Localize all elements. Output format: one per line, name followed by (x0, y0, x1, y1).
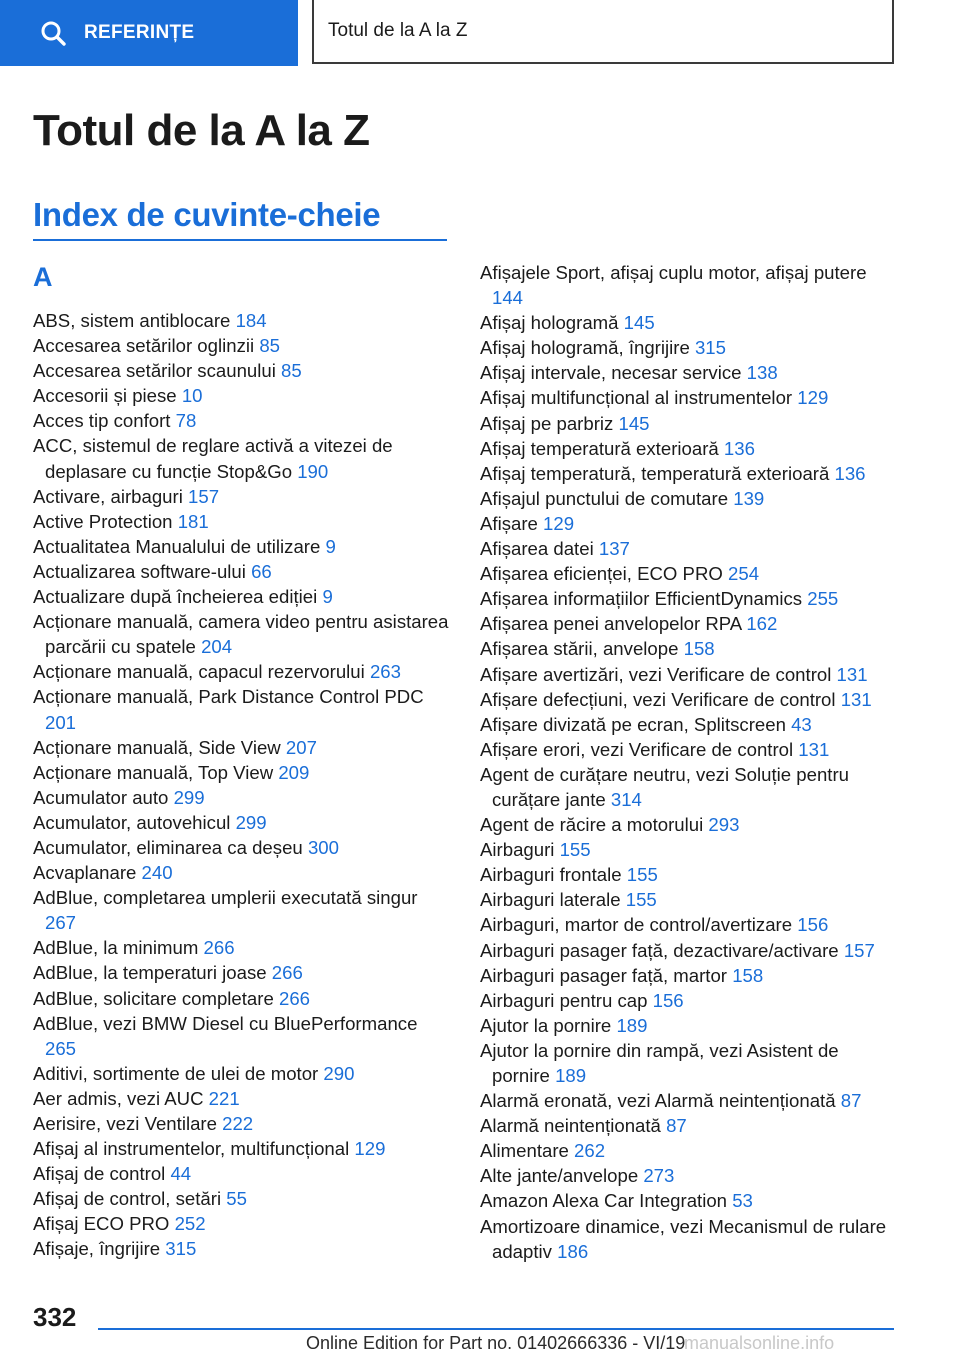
index-entry-page-link[interactable]: 263 (369, 661, 401, 683)
index-entry[interactable] (480, 636, 896, 661)
index-entry[interactable] (33, 785, 449, 810)
index-entry[interactable] (480, 887, 896, 912)
index-entry-page-link[interactable]: 252 (174, 1213, 206, 1235)
index-entry-page-link[interactable]: 267 (45, 912, 77, 934)
index-entry-page-link[interactable]: 53 (732, 1190, 753, 1212)
index-entry-page-link[interactable]: 314 (610, 788, 642, 810)
index-entry-text: Afișaj temperatură exterioară (480, 437, 719, 459)
index-entry-text: Acumulator auto (33, 786, 169, 808)
index-entry-page-link[interactable]: 255 (807, 588, 839, 610)
index-entry-text: Afișaj temperatură, temperatură exterioară (480, 462, 830, 484)
index-entry-page-link[interactable]: 129 (797, 387, 829, 409)
index-entry-text: Afișaj pe parbriz (480, 412, 614, 434)
index-entry-page-link[interactable]: 240 (141, 862, 173, 884)
index-entry[interactable] (480, 988, 896, 1013)
index-entry-text: Acumulator, eliminarea ca deșeu (33, 836, 303, 858)
index-entry[interactable] (33, 408, 449, 433)
index-entry-text: Alte jante/anvelope (480, 1165, 639, 1187)
index-entry-text: Afișare defecțiuni, vezi Verificare de control (480, 688, 836, 710)
index-entry-text: Activare, airbaguri (33, 485, 183, 507)
index-entry-text: Airbaguri frontale (480, 864, 622, 886)
index-entry-text: Aerisire, vezi Ventilare (33, 1113, 217, 1134)
index-entry-page-link[interactable]: 129 (543, 512, 575, 534)
index-entry-text: Afișaj multifuncțional al instrumentelor (480, 387, 793, 409)
index-list-right (480, 260, 896, 1264)
index-entry[interactable] (480, 737, 896, 762)
index-entry[interactable] (33, 1111, 449, 1136)
index-entry-text: Accesorii și piese (33, 385, 177, 407)
index-entry[interactable] (480, 1138, 896, 1163)
index-entry-page-link[interactable]: 273 (643, 1165, 675, 1187)
index-entry-page-link[interactable]: 315 (165, 1238, 197, 1260)
index-entry[interactable] (33, 509, 449, 534)
index-entry-text: AdBlue, la minimum (33, 937, 199, 959)
index-entry-page-link[interactable]: 131 (836, 663, 868, 685)
index-entry-page-link[interactable]: 137 (598, 538, 630, 560)
index-entry-page-link[interactable]: 44 (170, 1163, 192, 1185)
index-entry[interactable] (33, 1086, 449, 1111)
index-entry-page-link[interactable]: 189 (555, 1065, 587, 1086)
index-entry-text: Acumulator, autovehicul (33, 811, 231, 833)
index-entry-text: Airbaguri (480, 839, 555, 861)
index-entry-page-link[interactable]: 136 (834, 462, 866, 484)
index-entry-page-link[interactable]: 85 (259, 335, 281, 357)
index-entry[interactable] (480, 1038, 896, 1088)
tab-references-label: REFERINȚE (84, 22, 195, 43)
index-entry[interactable] (480, 310, 896, 335)
index-entry-text: Afișajele Sport, afișaj cuplu motor, afișaj putere (480, 262, 867, 283)
index-entry-page-link[interactable]: 181 (177, 510, 209, 532)
index-entry-page-link[interactable]: 87 (666, 1115, 687, 1137)
index-entry-page-link[interactable]: 156 (797, 914, 829, 936)
index-entry-page-link[interactable]: 209 (278, 761, 310, 783)
index-entry-text: Active Protection (33, 510, 173, 532)
index-entry-page-link[interactable]: 9 (322, 586, 333, 608)
index-entry-page-link[interactable]: 315 (694, 337, 726, 359)
index-entry-page-link[interactable]: 138 (746, 362, 778, 384)
index-entry-page-link[interactable]: 184 (235, 310, 267, 331)
index-entry-text: Afișarea informațiilor EfficientDynamics (480, 588, 803, 610)
index-entry-text: Ajutor la pornire din rampă, vezi Asistent de pornire (480, 1039, 839, 1086)
index-entry-page-link[interactable]: 266 (278, 987, 311, 1009)
index-entry-text: Afișaj intervale, necesar service (480, 362, 742, 384)
index-entry-text: Afișaj al instrumentelor, multifuncțional (33, 1138, 350, 1160)
index-entry-page-link[interactable]: 300 (307, 836, 339, 858)
section-subtitle: Index de cuvinte-cheie (33, 196, 381, 233)
index-entry[interactable] (480, 586, 896, 611)
index-entry-text: Afișaj hologramă (480, 312, 619, 334)
index-entry[interactable] (33, 609, 449, 659)
index-entry-page-link[interactable]: 266 (271, 962, 303, 984)
index-entry[interactable] (33, 835, 449, 860)
index-entry-page-link[interactable]: 222 (222, 1113, 254, 1134)
index-entry[interactable] (33, 810, 449, 835)
index-entry[interactable] (33, 760, 449, 785)
index-entry-text: Aditivi, sortimente de ulei de motor (33, 1062, 319, 1084)
index-entry-text: Acționare manuală, Top View (33, 761, 274, 783)
index-entry-page-link[interactable]: 78 (175, 410, 197, 432)
index-entry-text: Afișajul punctului de comutare (480, 487, 729, 509)
footer-edition-text: Online Edition for Part no. 01402666336 - VI/19 (306, 1333, 686, 1353)
index-entry-text: Ajutor la pornire (480, 1014, 612, 1036)
footer-divider (98, 1328, 894, 1330)
index-entry-page-link[interactable]: 131 (798, 738, 830, 760)
watermark: manualsonline.info (684, 1333, 835, 1353)
index-entry-page-link[interactable]: 262 (574, 1140, 606, 1162)
index-letter-heading: A (33, 262, 53, 292)
index-entry-page-link[interactable]: 201 (45, 711, 77, 733)
index-entry[interactable] (33, 684, 449, 734)
index-entry[interactable] (33, 1011, 449, 1061)
index-entry[interactable] (480, 912, 896, 937)
index-entry-text: Alarmă eronată, vezi Alarmă neintenționată (480, 1090, 836, 1112)
index-entry[interactable] (480, 812, 896, 837)
index-entry-text: Accesarea setărilor oglinzii (33, 335, 255, 357)
index-entry-text: Afișaj de control (33, 1163, 166, 1185)
index-entry-text: Afișarea eficienței, ECO PRO (480, 563, 723, 585)
index-entry[interactable] (480, 385, 896, 410)
index-entry[interactable] (33, 383, 449, 408)
index-entry-text: Actualizare după încheierea ediției (33, 586, 318, 608)
index-entry[interactable] (480, 260, 896, 310)
index-entry-text: Amazon Alexa Car Integration (480, 1190, 728, 1212)
index-entry[interactable] (33, 735, 449, 760)
index-column-left (33, 258, 449, 1262)
index-entry-page-link[interactable]: 221 (208, 1087, 240, 1109)
index-column-right (480, 260, 896, 1264)
index-entry-page-link[interactable]: 207 (285, 736, 317, 758)
index-entry-page-link[interactable]: 129 (354, 1138, 386, 1160)
index-entry-page-link[interactable]: 85 (281, 360, 302, 382)
index-entry[interactable] (33, 333, 449, 358)
index-entry-page-link[interactable]: 43 (791, 713, 812, 735)
index-entry[interactable] (33, 1161, 449, 1186)
index-entry-page-link[interactable]: 156 (652, 989, 684, 1011)
index-entry[interactable] (480, 862, 896, 887)
index-entry-text: Acvaplanare (33, 862, 137, 884)
index-entry-text: Airbaguri pasager față, martor (480, 964, 728, 986)
index-entry-page-link[interactable]: 204 (201, 636, 233, 658)
index-entry[interactable] (33, 659, 449, 684)
index-entry-page-link[interactable]: 158 (683, 638, 715, 660)
index-entry-page-link[interactable]: 145 (618, 412, 650, 434)
index-entry-page-link[interactable]: 190 (297, 460, 329, 482)
index-entry-text: Afișarea stării, anvelope (480, 638, 679, 660)
index-entry[interactable] (480, 938, 896, 963)
index-entry-text: Alimentare (480, 1140, 569, 1162)
index-entry[interactable] (480, 1088, 896, 1113)
index-entry-text: Alarmă neintenționată (480, 1115, 661, 1137)
index-entry-page-link[interactable]: 9 (325, 535, 336, 557)
index-entry-page-link[interactable]: 139 (733, 487, 765, 509)
index-entry-page-link[interactable]: 10 (181, 385, 203, 407)
index-entry-page-link[interactable]: 158 (732, 964, 764, 986)
index-entry-text: Acționare manuală, Side View (33, 736, 281, 758)
index-entry[interactable] (480, 837, 896, 862)
index-entry[interactable] (33, 358, 449, 383)
index-entry[interactable] (33, 986, 449, 1011)
index-entry-text: Afișarea penei anvelopelor RPA (480, 613, 742, 635)
index-entry[interactable] (480, 762, 896, 812)
breadcrumb-label: Totul de la A la Z (328, 20, 468, 41)
index-entry-text: Afișarea datei (480, 538, 594, 560)
index-entry-text: Airbaguri pasager față, dezactivare/activare (480, 939, 839, 961)
index-entry-text: Amortizoare dinamice, vezi Mecanismul de rulare adaptiv (480, 1215, 887, 1262)
index-entry[interactable] (33, 885, 449, 935)
index-entry[interactable] (480, 1163, 896, 1188)
index-entry-page-link[interactable]: 155 (625, 889, 657, 911)
index-entry-text: Afișaje, îngrijire (33, 1238, 161, 1260)
breadcrumb[interactable] (312, 0, 894, 64)
index-entry[interactable] (480, 1113, 896, 1138)
index-entry-text: AdBlue, solicitare completare (33, 987, 274, 1009)
index-entry[interactable] (33, 1061, 449, 1086)
index-entry[interactable] (480, 963, 896, 988)
index-entry[interactable] (33, 484, 449, 509)
index-entry-text: Actualizarea software-ului (33, 560, 246, 582)
index-entry[interactable] (33, 1186, 449, 1211)
page-number: 332 (33, 1302, 77, 1332)
index-entry-page-link[interactable]: 66 (251, 560, 272, 582)
index-entry[interactable] (480, 461, 896, 486)
index-entry[interactable] (33, 1136, 449, 1161)
index-entry[interactable] (480, 561, 896, 586)
index-entry-text: Aer admis, vezi AUC (33, 1087, 204, 1109)
index-entry-text: Accesarea setărilor scaunului (33, 360, 276, 382)
index-entry-text: Actualitatea Manualului de utilizare (33, 535, 321, 557)
index-entry[interactable] (33, 1211, 449, 1236)
index-entry-page-link[interactable]: 189 (616, 1014, 648, 1036)
index-entry-text: Agent de răcire a motorului (480, 814, 704, 836)
index-entry[interactable] (480, 1214, 896, 1264)
index-entry-page-link[interactable]: 145 (623, 312, 655, 334)
index-entry[interactable] (33, 308, 449, 333)
page-title: Totul de la A la Z (33, 106, 370, 155)
index-entry-page-link[interactable]: 266 (203, 937, 235, 959)
index-entry[interactable] (480, 712, 896, 737)
index-entry[interactable] (33, 860, 449, 885)
index-entry-page-link[interactable]: 157 (188, 485, 220, 507)
index-entry-text: AdBlue, la temperaturi joase (33, 962, 267, 984)
index-entry[interactable] (480, 436, 896, 461)
index-entry-text: Afișaj ECO PRO (33, 1213, 170, 1235)
index-entry[interactable] (33, 935, 449, 960)
index-entry[interactable] (480, 486, 896, 511)
subtitle-divider (33, 239, 447, 241)
index-entry[interactable] (480, 1013, 896, 1038)
index-entry-page-link[interactable]: 254 (728, 563, 760, 585)
index-entry-text: Afișare erori, vezi Verificare de control (480, 738, 794, 760)
index-entry-page-link[interactable]: 290 (323, 1062, 355, 1084)
index-entry-page-link[interactable]: 186 (557, 1240, 589, 1262)
index-entry-text: Airbaguri laterale (480, 889, 621, 911)
index-entry-text: Afișare (480, 512, 538, 534)
index-entry-page-link[interactable]: 265 (45, 1037, 77, 1059)
index-list-left (33, 308, 449, 1262)
index-entry[interactable] (480, 662, 896, 687)
index-entry-text: Acționare manuală, Park Distance Control PDC (33, 686, 424, 708)
index-entry-page-link[interactable]: 293 (708, 814, 740, 836)
index-entry[interactable] (33, 1236, 449, 1261)
index-entry[interactable] (33, 433, 449, 483)
index-entry[interactable] (480, 335, 896, 360)
index-entry[interactable] (480, 411, 896, 436)
index-entry-page-link[interactable]: 157 (843, 939, 875, 961)
index-entry[interactable] (480, 1188, 896, 1213)
index-entry-page-link[interactable]: 87 (840, 1090, 862, 1112)
top-navigation (0, 0, 960, 66)
index-entry-text: Airbaguri pentru cap (480, 989, 648, 1011)
index-entry-page-link[interactable]: 144 (492, 287, 524, 309)
index-entry[interactable] (33, 534, 449, 559)
index-entry-text: AdBlue, completarea umplerii executată singur (33, 887, 418, 909)
index-entry-text: Acces tip confort (33, 410, 171, 432)
search-icon (40, 20, 66, 46)
index-entry-text: Afișaj hologramă, îngrijire (480, 337, 690, 359)
index-entry-page-link[interactable]: 136 (723, 437, 755, 459)
index-entry[interactable] (480, 511, 896, 536)
index-entry[interactable] (480, 611, 896, 636)
index-entry-page-link[interactable]: 131 (840, 688, 872, 710)
index-entry-text: ABS, sistem antiblocare (33, 310, 231, 331)
index-entry-page-link[interactable]: 299 (173, 786, 205, 808)
index-entry-page-link[interactable]: 299 (235, 811, 267, 833)
index-entry[interactable] (480, 360, 896, 385)
index-entry[interactable] (480, 687, 896, 712)
index-entry-text: Airbaguri, martor de control/avertizare (480, 914, 793, 936)
index-entry-text: AdBlue, vezi BMW Diesel cu BluePerformance (33, 1012, 418, 1034)
index-entry[interactable] (33, 584, 449, 609)
index-entry-text: Afișaj de control, setări (33, 1188, 222, 1210)
index-entry[interactable] (33, 960, 449, 985)
index-entry-page-link[interactable]: 55 (226, 1188, 247, 1210)
index-entry-page-link[interactable]: 155 (559, 839, 591, 861)
index-entry-text: Agent de curățare neutru, vezi Soluție pentru curățare jante (480, 763, 850, 810)
index-entry-text: Afișare divizată pe ecran, Splitscreen (480, 713, 786, 735)
index-entry-page-link[interactable]: 155 (626, 864, 658, 886)
index-entry[interactable] (480, 536, 896, 561)
index-entry-page-link[interactable]: 162 (746, 613, 778, 635)
index-entry-text: Acționare manuală, capacul rezervorului (33, 661, 365, 683)
index-entry[interactable] (33, 559, 449, 584)
index-entry-text: Acționare manuală, camera video pentru asistarea parcării cu spatele (33, 611, 449, 658)
index-entry-text: Afișare avertizări, vezi Verificare de control (480, 663, 832, 685)
tab-references[interactable] (0, 0, 298, 66)
index-entry-text: ACC, sistemul de reglare activă a vitezei de deplasare cu funcție Stop&Go (33, 435, 393, 482)
